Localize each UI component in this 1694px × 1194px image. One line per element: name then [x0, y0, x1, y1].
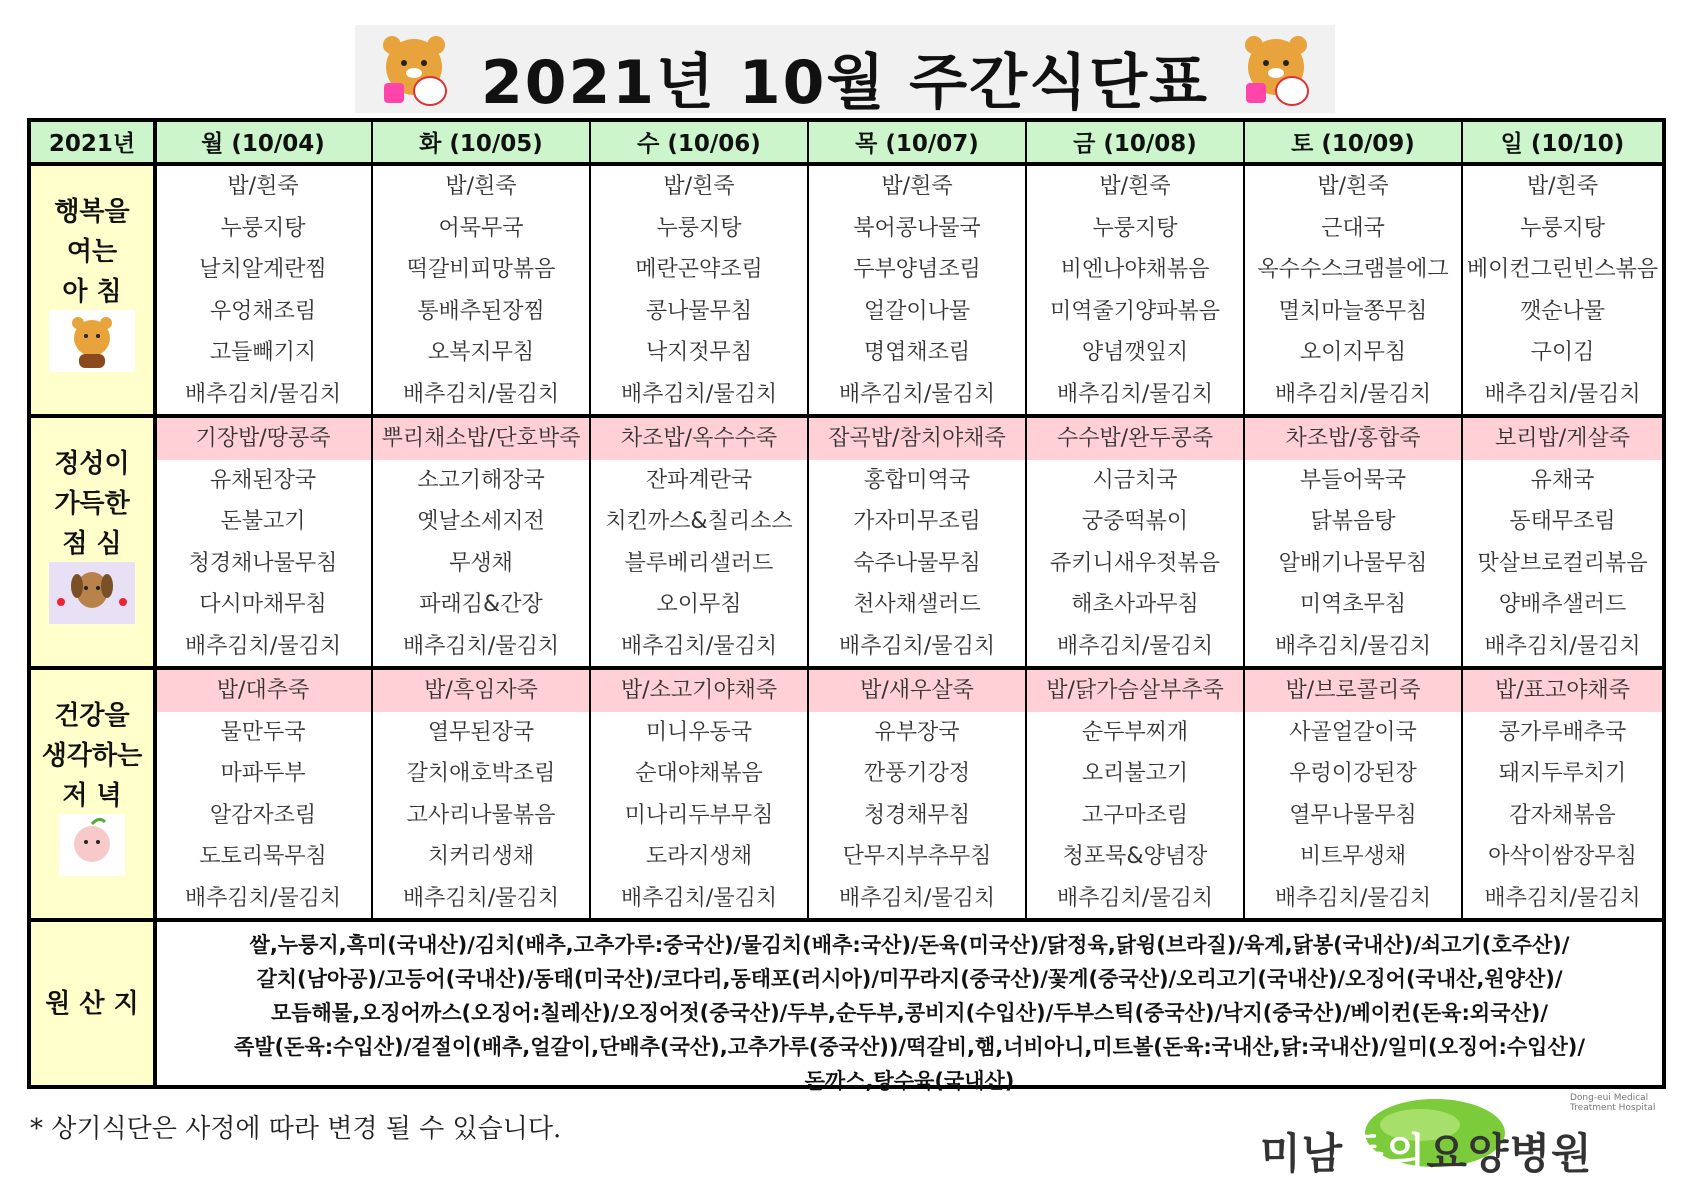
dish: 멸치마늘쫑무침: [1278, 298, 1428, 324]
dish: 배추김치/물김치: [620, 381, 778, 407]
dish: 누룽지탕: [1519, 215, 1605, 241]
dish: 배추김치/물김치: [402, 885, 560, 911]
col-divider: [1025, 122, 1027, 918]
breakfast-day-cell: [1027, 166, 1243, 415]
row-divider: [31, 918, 1662, 922]
dish: 청경채무침: [863, 802, 971, 828]
dish: 열무나물무침: [1289, 802, 1417, 828]
dish: 오리불고기: [1081, 761, 1189, 786]
dish: 배추김치/물김치: [1484, 381, 1641, 407]
col-divider: [371, 122, 373, 918]
header-day: 토 (10/09): [1291, 131, 1415, 157]
dish: 배추김치/물김치: [1056, 381, 1214, 407]
dog-character-icon: [49, 562, 135, 624]
dish: 밥/흰죽: [1526, 174, 1599, 199]
dish: 떡갈비피망볶음: [406, 257, 556, 282]
weekly-menu-table: [27, 118, 1666, 1093]
dish: 배추김치/물김치: [402, 633, 560, 659]
dish: 유채된장국: [209, 467, 317, 493]
dinner-label: 건강을 생각하는 저 녁: [41, 701, 143, 811]
header-day: 금 (10/08): [1073, 131, 1197, 157]
dish: 배추김치/물김치: [1274, 381, 1432, 407]
dish: 아삭이쌈장무침: [1488, 844, 1637, 869]
dish: 해초사과무침: [1071, 592, 1199, 617]
rice-porridge: 잡곡밥/참치야채죽: [809, 418, 1025, 460]
dish: 유부장국: [874, 719, 960, 745]
dish: 두부양념조림: [853, 257, 981, 282]
bear-character-icon: [368, 33, 460, 109]
header-year: 2021년: [48, 131, 136, 157]
col-divider: [589, 122, 591, 918]
dish: 가자미무조림: [853, 509, 981, 534]
dish: 배추김치/물김치: [838, 381, 996, 407]
dish: 베이컨그린빈스볶음: [1466, 257, 1659, 282]
dish: 궁중떡볶이: [1081, 509, 1189, 534]
dish: 알배기나물무침: [1278, 550, 1428, 576]
dish: 돈불고기: [220, 509, 306, 534]
dish: 명엽채조림: [863, 340, 971, 365]
lunch-day-cell: [155, 418, 371, 667]
lunch-day-cell: [1027, 418, 1243, 667]
dish: 갈치애호박조림: [406, 761, 556, 786]
dish: 돼지두루치기: [1498, 761, 1627, 786]
dish: 콩가루배추국: [1498, 719, 1627, 745]
dish: 비엔나야채볶음: [1060, 257, 1210, 282]
dish: 배추김치/물김치: [402, 381, 560, 407]
dish: 배추김치/물김치: [620, 633, 778, 659]
dish: 도토리묵무침: [199, 844, 327, 869]
dish: 배추김치/물김치: [184, 633, 342, 659]
breakfast-day-cell: [1463, 166, 1662, 415]
col-divider: [807, 122, 809, 918]
header-day: 월 (10/04): [201, 131, 325, 157]
dish: 구이김: [1530, 340, 1595, 365]
dish: 비트무생채: [1299, 844, 1407, 869]
header-row: [31, 122, 1662, 166]
dish: 고구마조림: [1081, 802, 1189, 828]
rice-porridge: 밥/닭가슴살부추죽: [1027, 670, 1243, 712]
rice-porridge: 차조밥/옥수수죽: [591, 418, 807, 460]
dish: 배추김치/물김치: [184, 381, 342, 407]
dish: 북어콩나물국: [853, 215, 981, 241]
rice-porridge: 뿌리채소밥/단호박죽: [373, 418, 589, 460]
dish: 누룽지탕: [1092, 215, 1178, 241]
rice-porridge: 기장밥/땅콩죽: [155, 418, 371, 460]
footnote: * 상기식단은 사정에 따라 변경 될 수 있습니다.: [30, 1114, 562, 1144]
page-title: 2021년 10월 주간식단표: [481, 48, 1209, 118]
dish: 배추김치/물김치: [184, 885, 342, 911]
dish: 잔파계란국: [645, 467, 753, 493]
col-divider: [153, 122, 157, 1085]
breakfast-day-cell: [591, 166, 807, 415]
row-divider: [31, 666, 1662, 670]
dinner-day-cell: [373, 670, 589, 919]
breakfast-day-cell: [1245, 166, 1461, 415]
dish: 시금치국: [1092, 467, 1178, 493]
bear-character-icon: [1230, 33, 1322, 109]
dish: 깻순나물: [1519, 298, 1605, 324]
breakfast-day-cell: [809, 166, 1025, 415]
dish: 누룽지탕: [656, 215, 742, 241]
dinner-day-cell: [1245, 670, 1461, 919]
dish: 밥/흰죽: [445, 174, 517, 199]
dish: 오복지무침: [427, 340, 535, 365]
dish: 천사채샐러드: [853, 592, 981, 617]
dish: 부들어묵국: [1299, 467, 1407, 493]
dish: 치킨까스&칠리소스: [605, 509, 793, 534]
rice-porridge: 보리밥/게살죽: [1463, 418, 1662, 460]
dish: 우엉채조림: [209, 298, 317, 324]
dish: 누룽지탕: [220, 215, 306, 241]
dish: 양배추샐러드: [1498, 592, 1627, 617]
dish: 맛살브로컬리볶음: [1477, 550, 1648, 576]
lunch-day-cell: [591, 418, 807, 667]
rice-porridge: 밥/브로콜리죽: [1245, 670, 1461, 712]
row-divider: [31, 162, 1662, 166]
dish: 홍합미역국: [863, 467, 971, 493]
dish: 소고기해장국: [417, 467, 545, 493]
dish: 블루베리샐러드: [624, 550, 774, 576]
dish: 통배추된장찜: [417, 298, 545, 324]
dish: 배추김치/물김치: [620, 885, 778, 911]
dish: 메란곤약조림: [635, 257, 763, 282]
origin-line: 모듬해물,오징어까스(오징어:칠레산)/오징어젓(중국산)/두부,순두부,콩비지(수입산)/두부스틱(중국산)/낙지(중국산)/베이컨(돈육:외국산)/: [270, 1001, 1549, 1025]
dish: 치커리생채: [427, 844, 535, 869]
dish: 깐풍기강정: [863, 761, 971, 786]
dish: 양념깻잎지: [1081, 340, 1189, 365]
dish: 청경채나물무침: [188, 550, 338, 576]
dish: 닭볶음탕: [1310, 509, 1396, 534]
dish: 배추김치/물김치: [838, 633, 996, 659]
rice-porridge: 밥/대추죽: [155, 670, 371, 712]
dish: 옥수수스크램블에그: [1257, 257, 1449, 282]
dish: 배추김치/물김치: [838, 885, 996, 911]
rice-porridge: 밥/표고야채죽: [1463, 670, 1662, 712]
dish: 청포묵&양념장: [1062, 844, 1208, 869]
dish: 옛날소세지전: [417, 509, 545, 534]
dish: 고사리나물볶음: [406, 802, 556, 828]
dish: 날치알계란찜: [199, 257, 327, 282]
dish: 쥬키니새우젓볶음: [1049, 550, 1221, 576]
origin-line: 족발(돈육:수입산)/겉절이(배추,얼갈이,단배추(국산),고추가루(중국산))/떡갈비,햄,너비아니,미트볼(돈육:국내산,닭:국내산)/일미(오징어:수입산)/: [233, 1035, 1585, 1059]
header-day: 수 (10/06): [637, 131, 761, 157]
dish: 근대국: [1321, 215, 1385, 241]
dish: 유채국: [1530, 467, 1595, 493]
lunch-day-cell: [809, 418, 1025, 667]
dish: 밥/흰죽: [1099, 174, 1171, 199]
peach-character-icon: [59, 814, 125, 876]
dish: 배추김치/물김치: [1056, 633, 1214, 659]
header-day: 일 (10/10): [1500, 131, 1625, 157]
dish: 물만두국: [220, 719, 306, 745]
dish: 도라지생채: [645, 844, 753, 869]
lunch-day-cell: [1463, 418, 1662, 667]
rice-porridge: 차조밥/홍합죽: [1245, 418, 1461, 460]
dish: 단무지부추무침: [842, 844, 992, 869]
logo-english: Dong-eui Medical Treatment Hospital: [1570, 1093, 1656, 1113]
dish: 미니우동국: [645, 719, 753, 745]
logo-text: 미남동의요양병원: [1260, 1129, 1593, 1178]
dish: 다시마채무침: [199, 592, 327, 617]
origin-line: 갈치(남아공)/고등어(국내산)/동태(미국산)/코다리,동태포(러시아)/미꾸라지(중국산)/꽃게(중국산)/오리고기(국내산)/오징어(국내산,원양산)/: [256, 967, 1563, 991]
dinner-day-cell: [809, 670, 1025, 919]
dish: 밥/흰죽: [881, 174, 953, 199]
dish: 미나리두부무침: [624, 802, 774, 828]
header-day: 화 (10/05): [419, 131, 543, 157]
lunch-day-cell: [373, 418, 589, 667]
title-banner: [355, 25, 1335, 118]
dinner-day-cell: [1027, 670, 1243, 919]
origin-list: [157, 928, 1662, 1098]
row-divider: [31, 414, 1662, 418]
dish: 콩나물무침: [645, 298, 753, 324]
dish: 밥/흰죽: [1317, 174, 1389, 199]
dish: 숙주나물무침: [853, 550, 981, 576]
dinner-day-cell: [591, 670, 807, 919]
col-divider: [1243, 122, 1245, 918]
dish: 낙지젓무침: [645, 340, 753, 365]
dish: 오이무침: [656, 592, 742, 617]
dish: 순대야채볶음: [635, 761, 763, 786]
col-divider: [1461, 122, 1463, 918]
dish: 배추김치/물김치: [1484, 633, 1641, 659]
rice-porridge: 밥/흑임자죽: [373, 670, 589, 712]
dish: 사골얼갈이국: [1289, 719, 1417, 745]
rice-porridge: 수수밥/완두콩죽: [1027, 418, 1243, 460]
dinner-day-cell: [155, 670, 371, 919]
dish: 얼갈이나물: [863, 298, 971, 324]
lunch-label: 정성이 가득한 점 심: [54, 449, 130, 559]
dish: 동태무조림: [1509, 509, 1616, 534]
dish: 순두부찌개: [1081, 719, 1189, 745]
dish: 열무된장국: [427, 719, 535, 745]
rice-porridge: 밥/소고기야채죽: [591, 670, 807, 712]
origin-label: 원 산 지: [45, 989, 139, 1019]
dish: 미역줄기양파볶음: [1049, 298, 1221, 324]
origin-line: 쌀,누룽지,흑미(국내산)/김치(배추,고추가루:중국산)/물김치(배추:국산)/돈육(미국산)/닭정육,닭윙(브라질)/육계,닭봉(국내산)/쇠고기(호주산)/: [249, 933, 1570, 957]
breakfast-day-cell: [155, 166, 371, 415]
dish: 무생채: [449, 550, 513, 576]
dish: 오이지무침: [1299, 340, 1407, 365]
dish: 배추김치/물김치: [1274, 885, 1432, 911]
dish: 감자채볶음: [1509, 802, 1616, 828]
dinner-day-cell: [1463, 670, 1662, 919]
dish: 밥/흰죽: [663, 174, 735, 199]
breakfast-label: 행복을 여는 아 침: [54, 197, 130, 307]
dish: 배추김치/물김치: [1484, 885, 1641, 911]
breakfast-day-cell: [373, 166, 589, 415]
dish: 마파두부: [220, 761, 306, 786]
dish: 어묵무국: [438, 215, 524, 241]
hospital-logo: [1260, 1085, 1670, 1185]
header-day: 목 (10/07): [855, 131, 979, 157]
lunch-day-cell: [1245, 418, 1461, 667]
dish: 미역초무침: [1299, 592, 1407, 617]
dish: 밥/흰죽: [227, 174, 299, 199]
dish: 우렁이강된장: [1289, 761, 1417, 786]
dish: 파래김&간장: [419, 592, 543, 617]
bear-waving-icon: [49, 310, 135, 372]
dish: 알감자조림: [209, 802, 317, 828]
rice-porridge: 밥/새우살죽: [809, 670, 1025, 712]
dish: 배추김치/물김치: [1274, 633, 1432, 659]
dish: 고들빼기지: [209, 340, 317, 365]
dish: 배추김치/물김치: [1056, 885, 1214, 911]
origin-line: 돈까스,탕수육(국내산): [804, 1069, 1015, 1093]
